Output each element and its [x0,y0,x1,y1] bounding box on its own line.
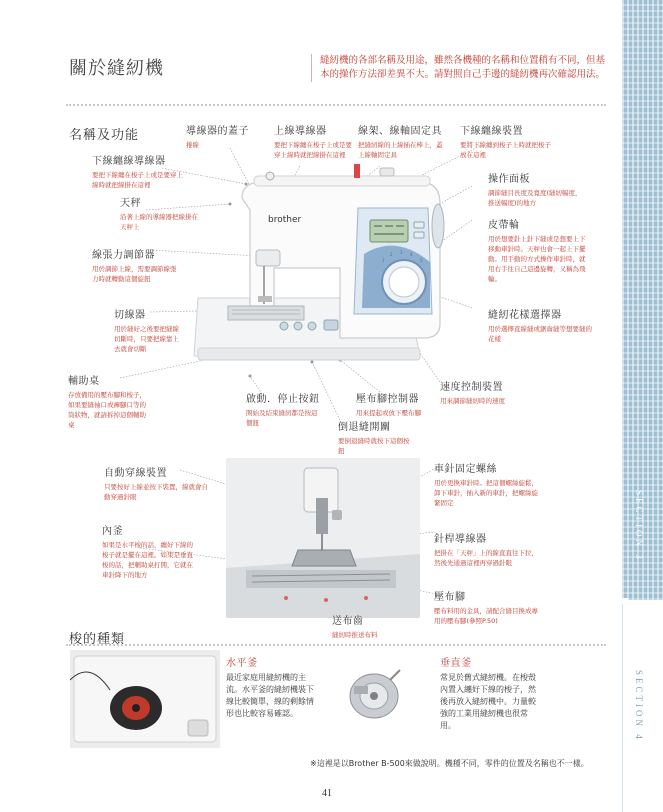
part-threader: 自動穿線裝置 只要按好上線並按下裝置，線就會自動穿過針眼 [104,468,208,501]
part-pattern: 縫紉花樣選擇器 用於選擇直線縫或鋸齒縫等想要縫的花樣 [488,310,592,343]
svg-text:1: 1 [382,258,385,263]
part-needle-guide: 針桿導線器 把掛在「天秤」上的線直直往下拉，然後先通過這裡再穿過針眼 [434,534,538,567]
part-tension: 線張力調節器 用於調節上線，需要調節線張力時就轉動這個旋鈕 [92,250,177,283]
part-start-stop: 啟動．停止按鈕 開始及結束縫紉都是按這個鈕 [246,394,320,427]
section-heading-bobbins: 梭的種類 [69,632,126,647]
page-title: 關於縫紉機 [69,58,164,79]
section-4-label: SECTION 4 [634,670,644,742]
part-handwheel: 皮帶輪 用於想要針上針下縫或是想要上下移動車針時。天秤也會一起上下擺動。用手動的方式操作車針時，就用右手往自己這邊旋轉，又稱為飛輪。 [488,220,586,283]
part-reverse: 倒退縫開關 要倒退縫時就按下這個按鈕 [338,422,410,455]
svg-text:5: 5 [420,258,423,263]
part-plate: 內釜 如果是水平梭的話，纏好下線的梭子就是擺在這裡。如果是垂直梭的話，把輔助桌打開，它就在車針降下的地方 [102,526,193,579]
bobbin-vertical: 垂直釜 常見於舊式縫紉機。在梭殼內置入纏好下線的梭子，然後再放入縫紉機中。力量較強的工業用縫紉機也很常用。 [440,658,536,730]
part-bobbin-winder: 下線纏線裝置 要將下線纏到梭子上時就把梭子放在這裡 [460,126,551,159]
part-panel: 操作面板 調節縫目長度及寬度(縫紉幅度，推送幅度)的地方 [488,174,582,207]
bobbin-horizontal: 水平釜 最近家庭用縫紉機的主流。水平釜的縫紉機裝下線比較簡單，線的剩餘情形也比較容易確認。 [226,658,314,718]
footnote: ※這裡是以Brother B-500來做說明。機種不同，零件的位置及名稱也不一樣。 [310,759,589,768]
vertical-bobbin-case-photo [340,660,408,728]
part-presser-lever: 壓布腳控制器 用來提起或放下壓布腳 [356,394,421,417]
section-heading-names: 名稱及功能 [69,128,140,143]
part-foot: 壓布腳 壓布料用的金具，請配合縫目換成專用的壓布腳(參照P.50) [434,592,538,625]
part-name: 導線器的蓋子 [186,126,249,137]
svg-text:3: 3 [400,250,403,255]
page-number: 41 [322,788,332,799]
part-upper-guide: 上線導線器 要把下線纏在梭子上或是要穿上線時就把線掛在這裡 [274,126,352,159]
part-needle-clamp: 車針固定螺絲 用於更換車針時。把這個螺絲旋鬆，卸下車針，插入新的車針，把螺絲旋緊固定 [434,464,538,507]
part-bobbin-guide: 下線纏線導線器 要把下線纏在梭子上或是要穿上線時就把線掛在這裡 [92,156,183,189]
svg-text:2: 2 [390,252,393,257]
bobbins-divider [66,644,606,646]
svg-text:4: 4 [410,252,413,257]
needle-closeup-photo [226,458,420,618]
part-spool-pin: 線架、線軸固定具 把縫紉線的上線插在棒上，蓋上線軸固定具 [358,126,443,159]
part-take-up: 天秤 沿著上線的導線器把線掛在天秤上 [120,198,198,231]
part-desc: 捲線 [186,141,199,149]
part-feed: 送布齒 縫紉時推送布料 [332,616,378,639]
horizontal-bobbin-photo [70,650,220,748]
sewing-machine-illustration [158,158,448,388]
brand-logo: brother [268,215,302,225]
part-speed: 速度控制裝置 用來調節縫紉時的速度 [440,382,505,405]
part-cutter: 切線器 用於縫好之後要把縫線切斷時，只要把線靠上去就會切斷 [114,310,179,353]
part-guide-cover [186,122,249,150]
section-3-label: SECTION 3 [634,490,644,562]
part-arm: 輔助桌 存放備用的壓布腳和梭子，如果要縫袖口或褲腳口等的筒狀物，就請拆掉這個輔助桌 [68,376,146,429]
intro-text: 縫紉機的各部名稱及用途，雖然各機種的名稱和位置稍有不同，但基本的操作方法卻差異不大。請對照自己手邊的縫紉機再次確認用法。 [311,54,606,82]
